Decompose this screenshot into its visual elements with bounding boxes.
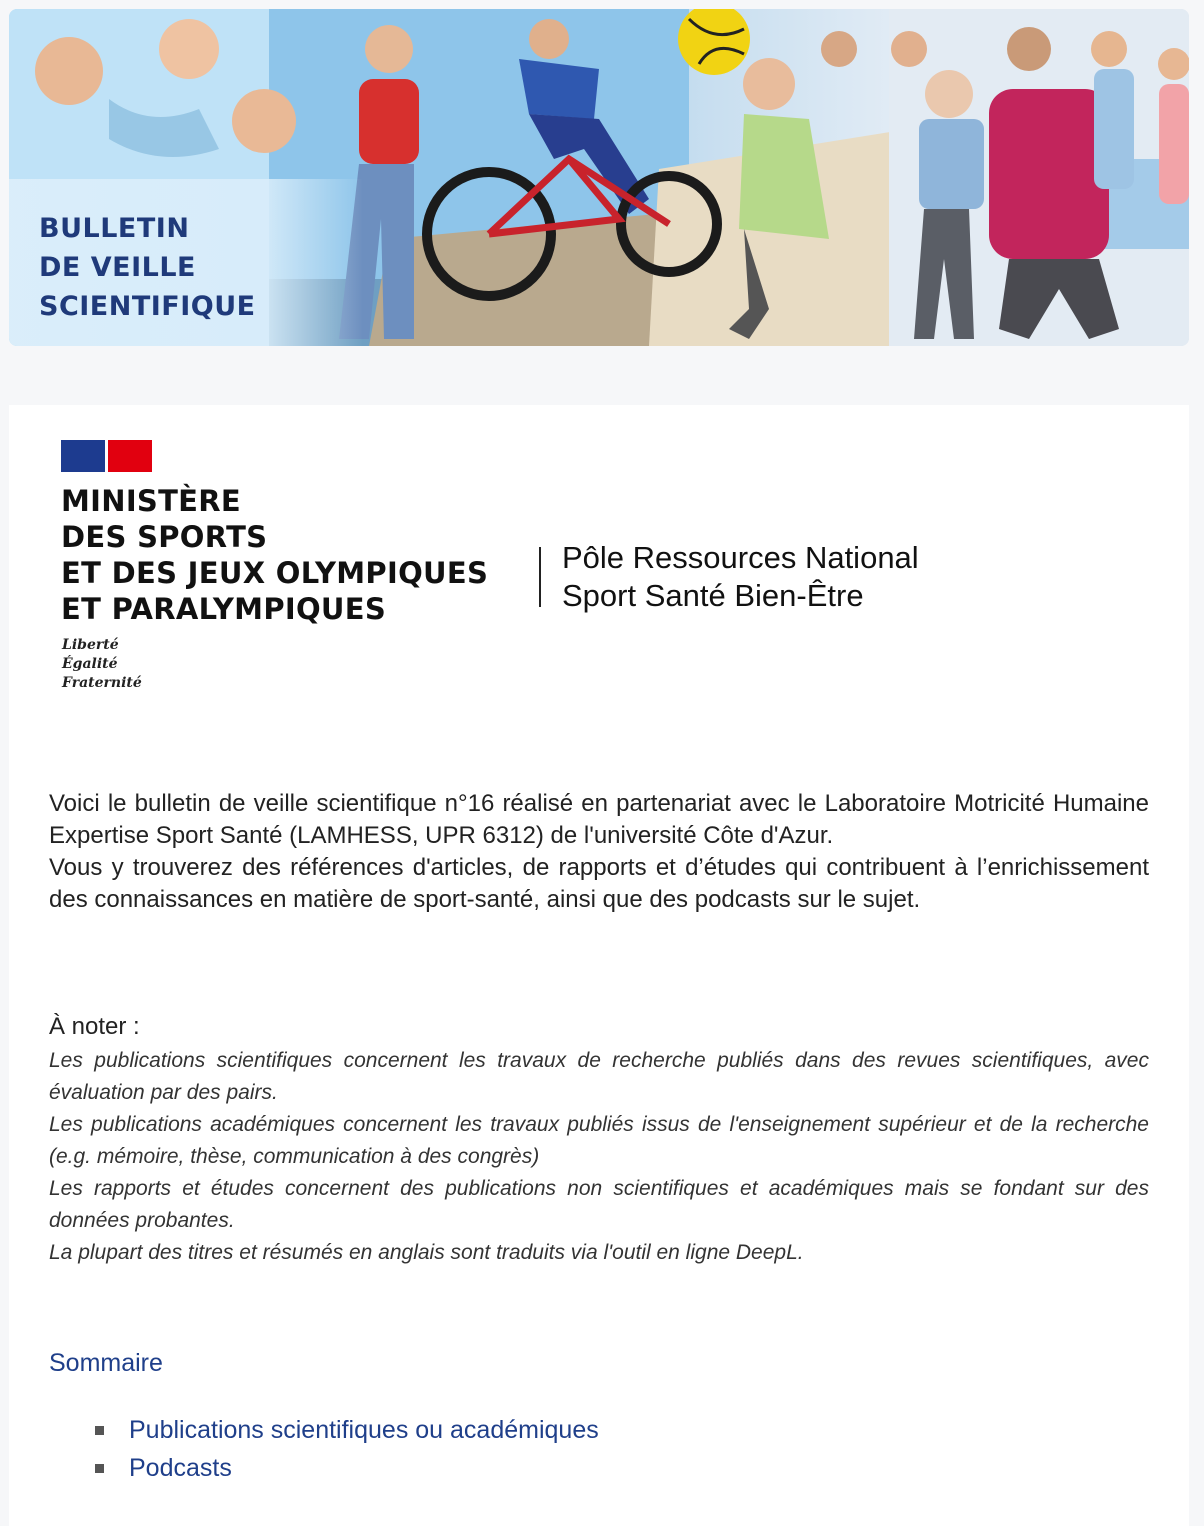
republic-motto <box>62 636 142 693</box>
intro-text <box>49 788 1149 916</box>
notes-heading: À noter : <box>49 1013 140 1040</box>
intro-paragraph: Voici le bulletin de veille scientifique n°16 réalisé en partenariat avec le Laboratoire Motricité Humaine Expertise Sport Santé (LAMHESS, UPR 6312) de l'université Côte d'Azur. <box>49 790 1149 849</box>
motto-line: Liberté <box>62 637 119 653</box>
french-flag-logo <box>61 440 152 472</box>
summary-link-podcasts[interactable]: Podcasts <box>129 1454 232 1482</box>
pole-name <box>562 539 919 615</box>
ministry-line: ET PARALYMPIQUES <box>61 592 387 626</box>
ministry-line: ET DES JEUX OLYMPIQUES <box>61 556 489 590</box>
note-item: La plupart des titres et résumés en anglais sont traduits via l'outil en ligne DeepL. <box>49 1241 804 1264</box>
logo-divider <box>539 547 541 607</box>
bullet-icon <box>95 1464 104 1473</box>
ministry-name <box>61 483 488 627</box>
pole-line: Sport Santé Bien-Être <box>562 578 864 613</box>
summary-title: Sommaire <box>49 1349 163 1377</box>
notes-list <box>49 1045 1149 1269</box>
motto-line: Fraternité <box>62 675 142 691</box>
note-item: Les publications scientifiques concernent les travaux de recherche publiés dans des revues scientifiques, avec évaluation par des pairs. <box>49 1049 1149 1104</box>
pole-line: Pôle Ressources National <box>562 540 919 575</box>
intro-paragraph: Vous y trouverez des références d'articles, de rapports et d’études qui contribuent à l’enrichissement des connaissances en matière de sport-santé, ainsi que des podcasts sur le sujet. <box>49 854 1149 913</box>
content-card <box>9 405 1189 1526</box>
ministry-line: DES SPORTS <box>61 520 268 554</box>
summary-link-publications[interactable]: Publications scientifiques ou académiques <box>129 1416 599 1444</box>
banner-title <box>39 209 256 326</box>
banner-title-line: BULLETIN <box>39 213 190 244</box>
note-item: Les publications académiques concernent les travaux publiés issus de l'enseignement supérieur et de la recherche (e.g. mémoire, thèse, communication à des congrès) <box>49 1113 1149 1168</box>
bullet-icon <box>95 1426 104 1435</box>
ministry-line: MINISTÈRE <box>61 484 242 518</box>
motto-line: Égalité <box>62 656 118 672</box>
note-item: Les rapports et études concernent des publications non scientifiques et académiques mais se fondant sur des données probantes. <box>49 1177 1149 1232</box>
banner-title-line: DE VEILLE <box>39 252 196 283</box>
banner-title-line: SCIENTIFIQUE <box>39 291 256 322</box>
header-banner <box>9 9 1189 346</box>
